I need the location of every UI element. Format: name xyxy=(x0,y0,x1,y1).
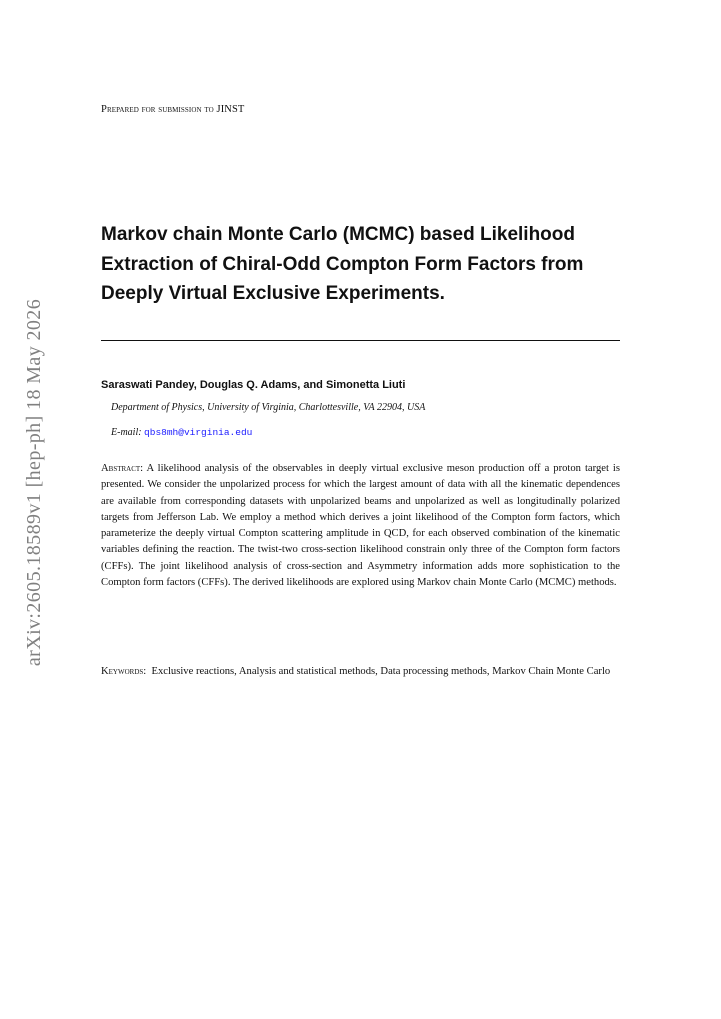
author-list: Saraswati Pandey, Douglas Q. Adams, and Simonetta Liuti xyxy=(101,379,406,391)
keywords xyxy=(101,664,620,680)
email-line xyxy=(111,427,252,438)
arxiv-identifier-text: arXiv:2605.18589v1 [hep-ph] 18 May 2026 xyxy=(23,298,46,667)
abstract-text: A likelihood analysis of the observables in deeply virtual exclusive meson production off a proton target is presented. We consider the unpolarized process for which the largest amount of data with all the kinematic dependences are available from corresponding datasets with unpolarized beams and unpolarized as well as longitudinally polarized targets from Jefferson Lab. We employ a method which derives a joint likelihood of the Compton form factors, which parameterize the deeply virtual Compton scattering amplitude in QCD, for each observed combination of the kinematic variables defining the reaction. The twist-two cross-section likelihood constrain only three of the Compton form factors (CFFs). The joint likelihood analysis of cross-section and Asymmetry information adds more sophistication to the Compton form factors (CFFs). The derived likelihoods are explored using Markov chain Monte Carlo (MCMC) methods. xyxy=(101,463,620,589)
keywords-text: Exclusive reactions, Analysis and statistical methods, Data processing methods, Markov Chain Monte Carlo xyxy=(151,666,611,677)
abstract-label: Abstract: xyxy=(101,463,144,474)
title-divider xyxy=(101,340,620,341)
abstract xyxy=(101,461,620,591)
email-label: E-mail: xyxy=(111,427,142,438)
paper-title: Markov chain Monte Carlo (MCMC) based Likelihood Extraction of Chiral-Odd Compton Form Factors from Deeply Virtual Exclusive Experiments. xyxy=(101,224,584,304)
keywords-label: Keywords: xyxy=(101,666,147,677)
email-link[interactable]: qbs8mh@virginia.edu xyxy=(144,427,253,438)
submission-note: Prepared for submission to JINST xyxy=(101,104,245,115)
arxiv-identifier xyxy=(22,290,48,675)
affiliation: Department of Physics, University of Virginia, Charlottesville, VA 22904, USA xyxy=(111,402,426,413)
